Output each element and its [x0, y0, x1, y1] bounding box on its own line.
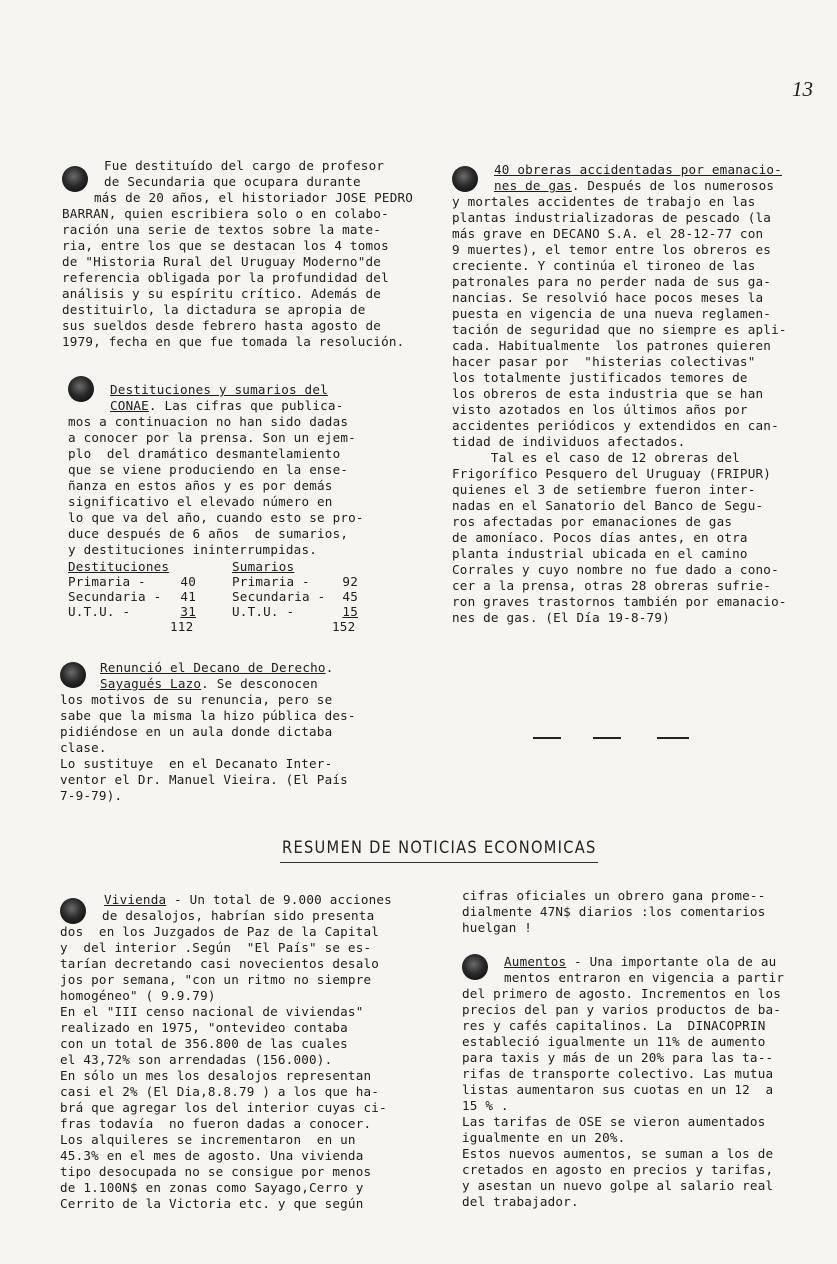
text-line: de Secundaria que ocupara durante: [104, 174, 361, 189]
text-line: y destituciones ininterrumpidas.: [68, 542, 318, 557]
article-economic-right: cifras oficiales un obrero gana prome-- dialmente 47N$ diarios :los comentarios huelgan ! Aumentos - Una importante ola de au mentos entraron en vigencia a partir del primero de agosto. Incrementos en los precios del pan y varios productos de ba- res y cafés capitalinos. La DINACOPRIN estableció igualmente un 11% de aumento para taxis y más de un 20% para las ta-- rifas de transporte colectivo. Las mutua listas aumentaron sus cuotas en un 12 a 15 % . Las tarifas de OSE se vieron aumentados igualmente en un 20%. Estos nuevos aumentos, se suman a los de cretados en agosto en precios y tarifas, y asestan un nuevo golpe al salario real del trabajador.: [462, 888, 822, 1210]
stats-table: [68, 559, 358, 634]
text-line: precios del pan y varios productos de ba-: [462, 1002, 782, 1017]
section-title: RESUMEN DE NOTICIAS ECONOMICAS: [282, 838, 597, 858]
stats-total-destituciones: 112: [170, 619, 194, 634]
text-line: el 43,72% son arrendadas (156.000).: [60, 1052, 333, 1067]
text-line: ración una serie de textos sobre la mate-: [62, 222, 382, 237]
text-line: plo del dramático desmantelamiento: [68, 446, 341, 461]
text-line: fras todavía no fueron dadas a conocer.: [60, 1116, 372, 1131]
text-line: Frigorífico Pesquero del Uruguay (FRIPUR): [452, 466, 772, 481]
text-line: de amoníaco. Pocos días antes, en otra: [452, 530, 748, 545]
text-line: análisis y su espíritu crítico. Además de: [62, 286, 382, 301]
article-barran-body: [62, 174, 414, 350]
stats-header-destituciones: Destituciones: [68, 559, 170, 574]
text-line: destituirlo, la dictadura se apropia de: [62, 302, 366, 317]
text-line: de 1.100N$ en zonas como Sayago,Cerro y: [60, 1180, 364, 1195]
stats-row: [68, 604, 358, 619]
article-conae-body: [68, 414, 403, 558]
text-line: puesta en vigencia de una nueva reglamen-: [452, 306, 772, 321]
text-line: tación de seguridad que no siempre es apli-: [452, 322, 787, 337]
article-aumentos-body: [462, 970, 822, 1210]
separator-dash: [657, 737, 689, 739]
text-line: mos a continuacion no han sido dadas: [68, 414, 349, 429]
stats-row: [68, 589, 358, 604]
text-line: 9 muertes), el temor entre los obreros es: [452, 242, 772, 257]
text-line: creciente. Y continúa el tironeo de las: [452, 258, 756, 273]
article-vivienda: Vivienda - Un total de 9.000 acciones de desalojos, habrían sido presenta dos en los Juzgados de Paz de la Capital y del interior .Según "El País" se es- tarían decretando casi novecientos desalo jos por semana, "con un ritmo no siempre homogéneo" ( 9.9.79) En el "III censo nacional de viviendas" realizado en 1975, "ontevideo contaba con un total de 356.800 de las cuales el 43,72% son arrendadas (156.000). En sólo un mes los desalojos representan casi el 2% (El Dia,8.8.79 ) a los que ha- brá que agregar los del interior cuyas ci- fras todavía no fueron dadas a conocer. Los alquileres se incrementaron en un 45.3% en el mes de agosto. Una vivienda tipo desocupada no se consigue por menos de 1.100N$ en zonas como Sayago,Cerro y Cerrito de la Victoria etc. y que según: [60, 892, 420, 1212]
text-line: cada. Habitualmente los patrones quieren: [452, 338, 772, 353]
text-line: que se viene produciendo en la ense-: [68, 462, 349, 477]
text-line: 15 % .: [462, 1098, 509, 1113]
text-line: En sólo un mes los desalojos representan: [60, 1068, 372, 1083]
stats-value: 31: [180, 604, 196, 619]
text-line: listas aumentaron sus cuotas en un 12 a: [462, 1082, 774, 1097]
text-line: clase.: [60, 740, 107, 755]
article-obreras-heading: 40 obreras accidentadas por emanacio-: [494, 162, 782, 177]
text-line: ron graves trastornos también por emanacio-: [452, 594, 787, 609]
text-line: a conocer por la prensa. Son un ejem-: [68, 430, 356, 445]
article-conae-line2: . Las cifras que publica-: [148, 398, 344, 413]
text-line: quienes el 3 de setiembre fueron inter-: [452, 482, 756, 497]
stats-value: 92: [342, 574, 358, 589]
text-line: En el "III censo nacional de viviendas": [60, 1004, 364, 1019]
text-line: dialmente 47N$ diarios :los comentarios: [462, 904, 766, 919]
text-line: igualmente en un 20%.: [462, 1130, 626, 1145]
bullet-icon: [60, 898, 86, 924]
stats-value: 15: [342, 604, 358, 619]
stats-label: Secundaria -: [68, 589, 162, 604]
text-line: Cerrito de la Victoria etc. y que según: [60, 1196, 364, 1211]
text-line: cretados en agosto en precios y tarifas,: [462, 1162, 774, 1177]
bullet-icon: [60, 662, 86, 688]
text-line: dos en los Juzgados de Paz de la Capital: [60, 924, 380, 939]
text-line: pidiéndose en un aula donde dictaba: [60, 724, 333, 739]
article-aumentos-heading: Aumentos: [504, 954, 567, 969]
text-line: ria, entre los que se destacan los 4 tomos: [62, 238, 389, 253]
text-line: duce después de 6 años de sumarios,: [68, 526, 349, 541]
text-line: BARRAN, quien escribiera solo o en colabo-: [62, 206, 389, 221]
text-line: homogéneo" ( 9.9.79): [60, 988, 216, 1003]
text-line: del trabajador.: [462, 1194, 579, 1209]
text-line: res y cafés capitalinos. La DINACOPRIN: [462, 1018, 766, 1033]
text-line: del primero de agosto. Incrementos en los: [462, 986, 782, 1001]
text-line: tarían decretando casi novecientos desalo: [60, 956, 380, 971]
text-line: brá que agregar los del interior cuyas ci-: [60, 1100, 387, 1115]
article-obreras: 40 obreras accidentadas por emanacio- nes de gas. Después de los numerosos y mortales accidentes de trabajo en las plantas industrializadoras de pescado (la más grave en DECANO S.A. el 28-12-77 con 9 muertes), el temor entre los obreros es creciente. Y continúa el tironeo de las patronales para no perder nada de sus ga- nancias. Se resolvió hace pocos meses la puesta en vigencia de una nueva reglamen- tación de seguridad que no siempre es apli- cada. Habitualmente los patrones quieren hacer pasar por "histerias colectivas" los totalmente justificados temores de los obreros de esta industria que se han visto azotados en los últimos años por accidentes periódicos y extendidos en can- tidad de individuos afectados. Tal es el caso de 12 obreras del Frigorífico Pesquero del Uruguay (FRIPUR) quienes el 3 de setiembre fueron inter- nadas en el Sanatorio del Banco de Segu- ros afectadas por emanaciones de gas de amoníaco. Pocos días antes, en otra planta industrial ubicada en el camino Corrales y cuyo nombre no fue dado a cono- cer a la prensa, otras 28 obreras sufrie- ron graves trastornos también por emanacio- nes de gas. (El Día 19-8-79): [452, 162, 822, 626]
article-conae: [68, 382, 403, 634]
text-line: nadas en el Sanatorio del Banco de Segu-: [452, 498, 764, 513]
text-line: tidad de individuos afectados.: [452, 434, 686, 449]
text-line: casi el 2% (El Dia,8.8.79 ) a los que ha-: [60, 1084, 380, 1099]
article-conae-heading-2: CONAE: [110, 398, 149, 413]
text-line: ventor el Dr. Manuel Vieira. (El País: [60, 772, 348, 787]
text-line: los obreros de esta industria que se han: [452, 386, 764, 401]
article-barran: [62, 158, 414, 350]
text-line: estableció igualmente un 11% de aumento: [462, 1034, 766, 1049]
text-line: accidentes periódicos y extendidos en can-: [452, 418, 779, 433]
text-line: más grave en DECANO S.A. el 28-12-77 con: [452, 226, 764, 241]
stats-value: 40: [180, 574, 196, 589]
text-line: visto azotados en los últimos años por: [452, 402, 748, 417]
article-vivienda-heading: Vivienda: [104, 892, 167, 907]
text-line: Tal es el caso de 12 obreras del: [452, 450, 740, 465]
article-obreras-heading-2: nes de gas: [494, 178, 572, 193]
text-line: 7-9-79).: [60, 788, 123, 803]
text-line: huelgan !: [462, 920, 533, 935]
text-line: patronales para no perder nada de sus ga-: [452, 274, 772, 289]
text-line: ñanza en estos años y es por demás: [68, 478, 333, 493]
page-number: 13: [792, 77, 813, 101]
text-line: cifras oficiales un obrero gana prome--: [462, 888, 766, 903]
stats-label: U.T.U. -: [68, 604, 131, 619]
text-line: de "Historia Rural del Uruguay Moderno"de: [62, 254, 382, 269]
stats-label: Secundaria -: [232, 589, 326, 604]
text-line: jos por semana, "con un ritmo no siempre: [60, 972, 372, 987]
stats-value: 41: [180, 589, 196, 604]
text-line: sabe que la misma la hizo pública des-: [60, 708, 356, 723]
text-line: nancias. Se resolvió hace pocos meses la: [452, 290, 764, 305]
text-line: 45.3% en el mes de agosto. Una vivienda: [60, 1148, 364, 1163]
stats-row: [68, 574, 358, 589]
text-line: mentos entraron en vigencia a partir: [504, 970, 785, 985]
article-vivienda-body: [60, 908, 420, 1212]
text-line: 1979, fecha en que fue tomada la resolución.: [62, 334, 405, 349]
text-line: referencia obligada por la profundidad del: [62, 270, 389, 285]
stats-value: 45: [342, 589, 358, 604]
text-line: y asestan un nuevo golpe al salario real: [462, 1178, 774, 1193]
bullet-icon: [68, 376, 94, 402]
text-line: tipo desocupada no se consigue por menos: [60, 1164, 372, 1179]
stats-label: U.T.U. -: [232, 604, 295, 619]
bullet-icon: [62, 166, 88, 192]
stats-label: Primaria -: [232, 574, 310, 589]
text-line: Los alquileres se incrementaron en un: [60, 1132, 356, 1147]
text-line: de desalojos, habrían sido presenta: [102, 908, 375, 923]
text-line: realizado en 1975, "ontevideo contaba: [60, 1020, 348, 1035]
stats-label: Primaria -: [68, 574, 146, 589]
article-vivienda-continued: [462, 888, 822, 936]
section-title-rule: [280, 862, 598, 863]
text-line: rifas de transporte colectivo. Las mutua: [462, 1066, 774, 1081]
separator-dash: [533, 737, 561, 739]
separator-dash: [593, 737, 621, 739]
article-obreras-body: [452, 194, 822, 626]
article-decano-heading: Renunció el Decano de Derecho: [100, 660, 326, 675]
text-line: plantas industrializadoras de pescado (la: [452, 210, 772, 225]
text-line: Lo sustituye en el Decanato Inter-: [60, 756, 333, 771]
text-line: sus sueldos desde febrero hasta agosto de: [62, 318, 382, 333]
bullet-icon: [452, 166, 478, 192]
article-decano-body: [60, 692, 400, 804]
article-conae-heading: Destituciones y sumarios del: [110, 382, 328, 397]
text-line: significativo el elevado número en: [68, 494, 333, 509]
text-line: lo que va del año, cuando esto se pro-: [68, 510, 364, 525]
text-line: ros afectadas por emanaciones de gas: [452, 514, 733, 529]
text-line: cer a la prensa, otras 28 obreras sufrie-: [452, 578, 772, 593]
stats-header-sumarios: Sumarios: [232, 559, 295, 574]
article-decano: Renunció el Decano de Derecho. Sayagués Lazo. Se desconocen los motivos de su renuncia, pero se sabe que la misma la hizo pública des- pidiéndose en un aula donde dictaba clase. Lo sustituye en el Decanato Inter- ventor el Dr. Manuel Vieira. (El País 7-9-79).: [60, 660, 400, 804]
text-line: los motivos de su renuncia, pero se: [60, 692, 333, 707]
stats-total-sumarios: 152: [332, 619, 356, 634]
text-line: los totalmente justificados temores de: [452, 370, 748, 385]
text-line: nes de gas. (El Día 19-8-79): [452, 610, 670, 625]
text-line: Estos nuevos aumentos, se suman a los de: [462, 1146, 774, 1161]
bullet-icon: [462, 954, 488, 980]
text-line: hacer pasar por "histerias colectivas": [452, 354, 756, 369]
text-line: con un total de 356.800 de las cuales: [60, 1036, 348, 1051]
text-line: para taxis y más de un 20% para las ta--: [462, 1050, 774, 1065]
text-line: más de 20 años, el historiador JOSE PEDRO: [94, 190, 414, 205]
article-barran-first-line: Fue destituído del cargo de profesor: [104, 158, 385, 173]
text-line: y del interior .Según "El País" se es-: [60, 940, 372, 955]
text-line: Las tarifas de OSE se vieron aumentados: [462, 1114, 766, 1129]
article-decano-heading-2: Sayagués Lazo: [100, 676, 202, 691]
text-line: y mortales accidentes de trabajo en las: [452, 194, 756, 209]
text-line: planta industrial ubicada en el camino: [452, 546, 748, 561]
text-line: Corrales y cuyo nombre no fue dado a cono-: [452, 562, 779, 577]
